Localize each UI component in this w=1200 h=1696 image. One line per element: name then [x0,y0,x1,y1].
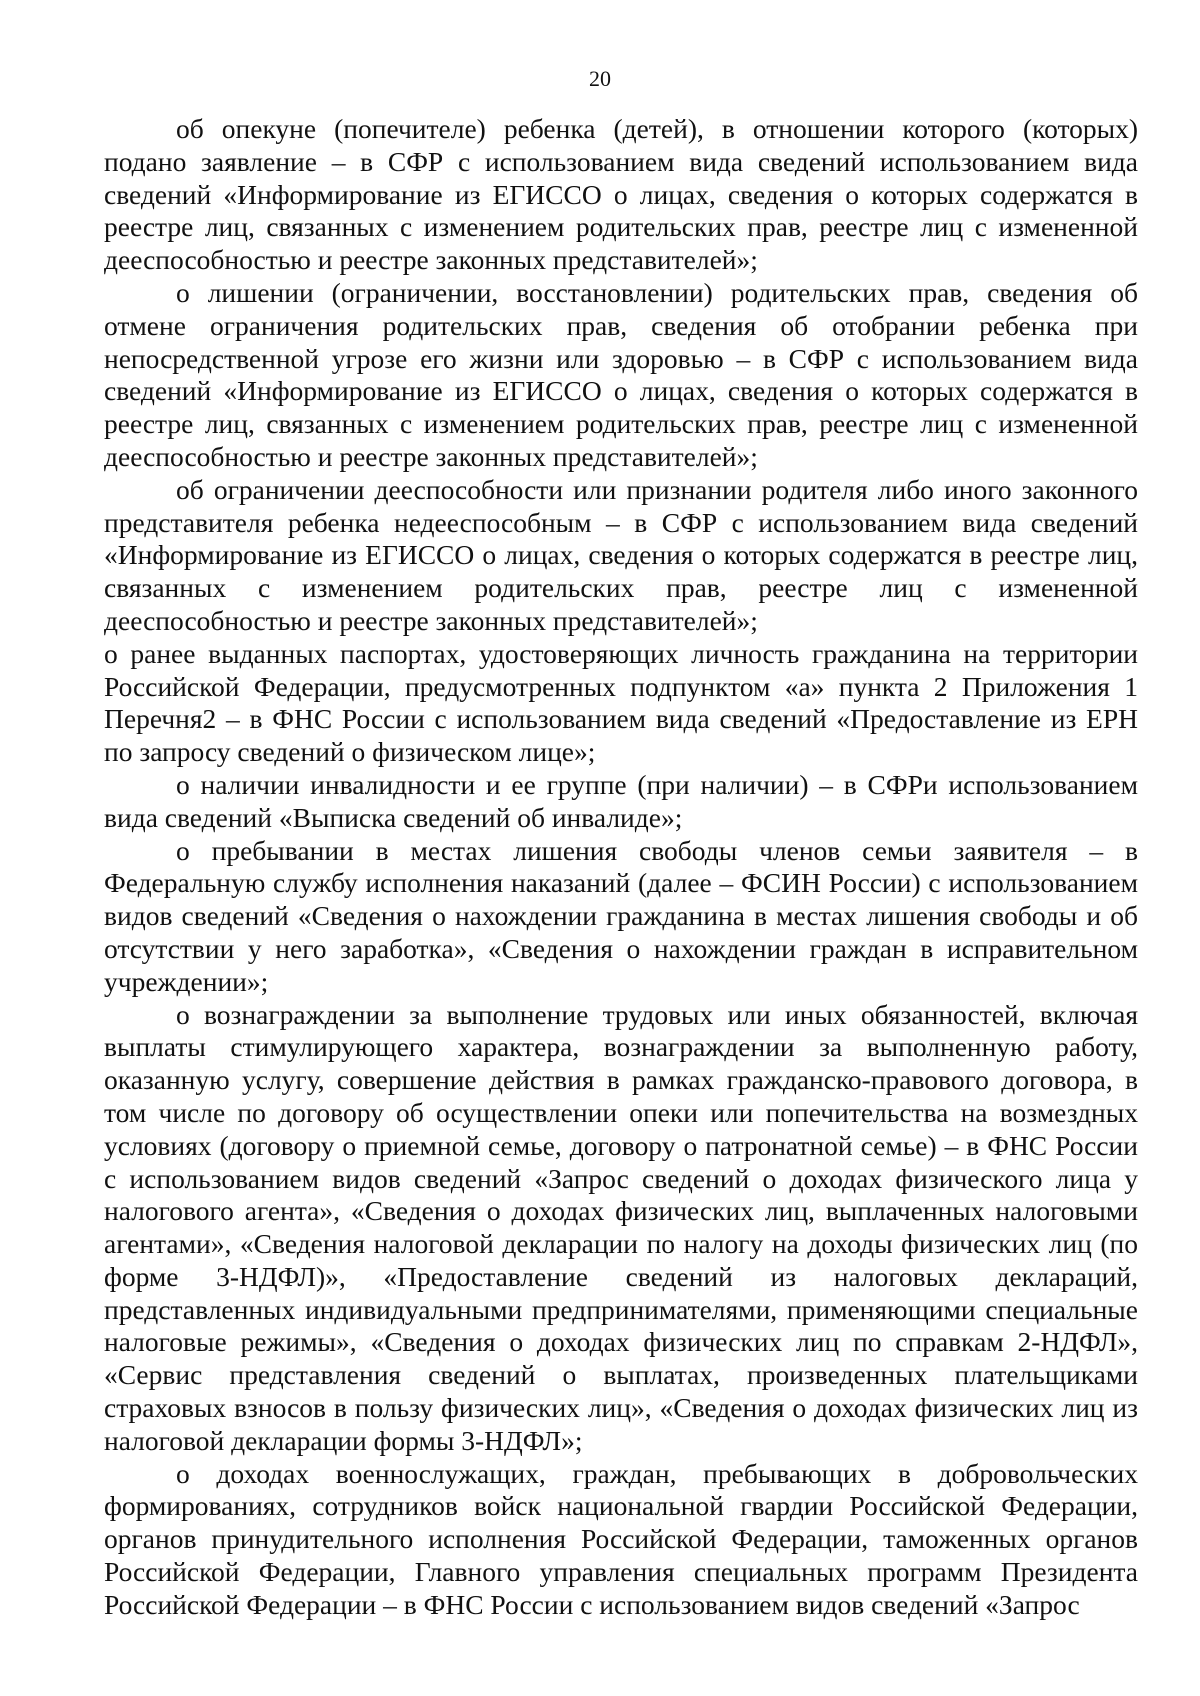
paragraph-legal-capacity: об ограничении дееспособности или признании родителя либо иного законного представителя ребенка недееспособным – в СФР с использованием вида сведений «Информирование из ЕГИССО о лицах, сведения о которых содержатся в реестре лиц, связанных с изменением родительских прав, реестре лиц с измененной дееспособностью и реестре законных представителей»; [104,473,1138,636]
paragraph-disability: о наличии инвалидности и ее группе (при наличии) – в СФРи использованием вида сведений «Выписка сведений об инвалиде»; [104,768,1138,833]
paragraph-remuneration: о вознаграждении за выполнение трудовых или иных обязанностей, включая выплаты стимулирующего характера, вознаграждении за выполненную работу, оказанную услугу, совершение действия в рамках гражданско-правового договора, в том числе по договору об осуществлении опеки или попечительства на возмездных условиях (договору о приемной семье, договору о патронатной семье) – в ФНС России с использованием видов сведений «Запрос сведений о доходах физического лица у налогового агента», «Сведения о доходах физических лиц, выплаченных налоговыми агентами», «Сведения налоговой декларации по налогу на доходы физических лиц (по форме 3-НДФЛ)», «Предоставление сведений из налоговых деклараций, представленных индивидуальными предпринимателями, применяющими специальные налоговые режимы», «Сведения о доходах физических лиц по справкам 2-НДФЛ», «Сервис представления сведений о выплатах, произведенных плательщиками страховых взносов в пользу физических лиц», «Сведения о доходах физических лиц из налоговой декларации формы 3-НДФЛ»; [104,998,1138,1456]
paragraph-parental-rights: о лишении (ограничении, восстановлении) родительских прав, сведения об отмене ограничения родительских прав, сведения об отобрании ребенка при непосредственной угрозе его жизни или здоровью – в СФР с использованием вида сведений «Информирование из ЕГИССО о лицах, сведения о которых содержатся в реестре лиц, связанных с изменением родительских прав, реестре лиц с измененной дееспособностью и реестре законных представителей»; [104,276,1138,472]
paragraph-passports: о ранее выданных паспортах, удостоверяющих личность гражданина на территории Российской Федерации, предусмотренных подпунктом «а» пункта 2 Приложения 1 Перечня2 – в ФНС России с использованием вида сведений «Предоставление из ЕРН по запросу сведений о физическом лице»; [104,637,1138,768]
page-number: 20 [589,66,611,91]
paragraph-guardian: об опекуне (попечителе) ребенка (детей), в отношении которого (которых) подано заявление – в СФР с использованием вида сведений использованием вида сведений «Информирование из ЕГИССО о лицах, сведения о которых содержатся в реестре лиц, связанных с изменением родительских прав, реестре лиц с измененной дееспособностью и реестре законных представителей»; [104,113,1138,276]
paragraph-military-income: о доходах военнослужащих, граждан, пребывающих в добровольческих формированиях, сотрудников войск национальной гвардии Российской Федерации, органов принудительного исполнения Российской Федерации, таможенных органов Российской Федерации, Главного управления специальных программ Президента Российской Федерации – в ФНС России с использованием видов сведений «Запрос [104,1457,1138,1620]
paragraph-imprisonment: о пребывании в местах лишения свободы членов семьи заявителя – в Федеральную службу исполнения наказаний (далее – ФСИН России) с использованием видов сведений «Сведения о нахождении гражданина в местах лишения свободы и об отсутствии у него заработка», «Сведения о нахождении граждан в исправительном учреждении»; [104,834,1138,997]
document-body [104,113,1138,1622]
